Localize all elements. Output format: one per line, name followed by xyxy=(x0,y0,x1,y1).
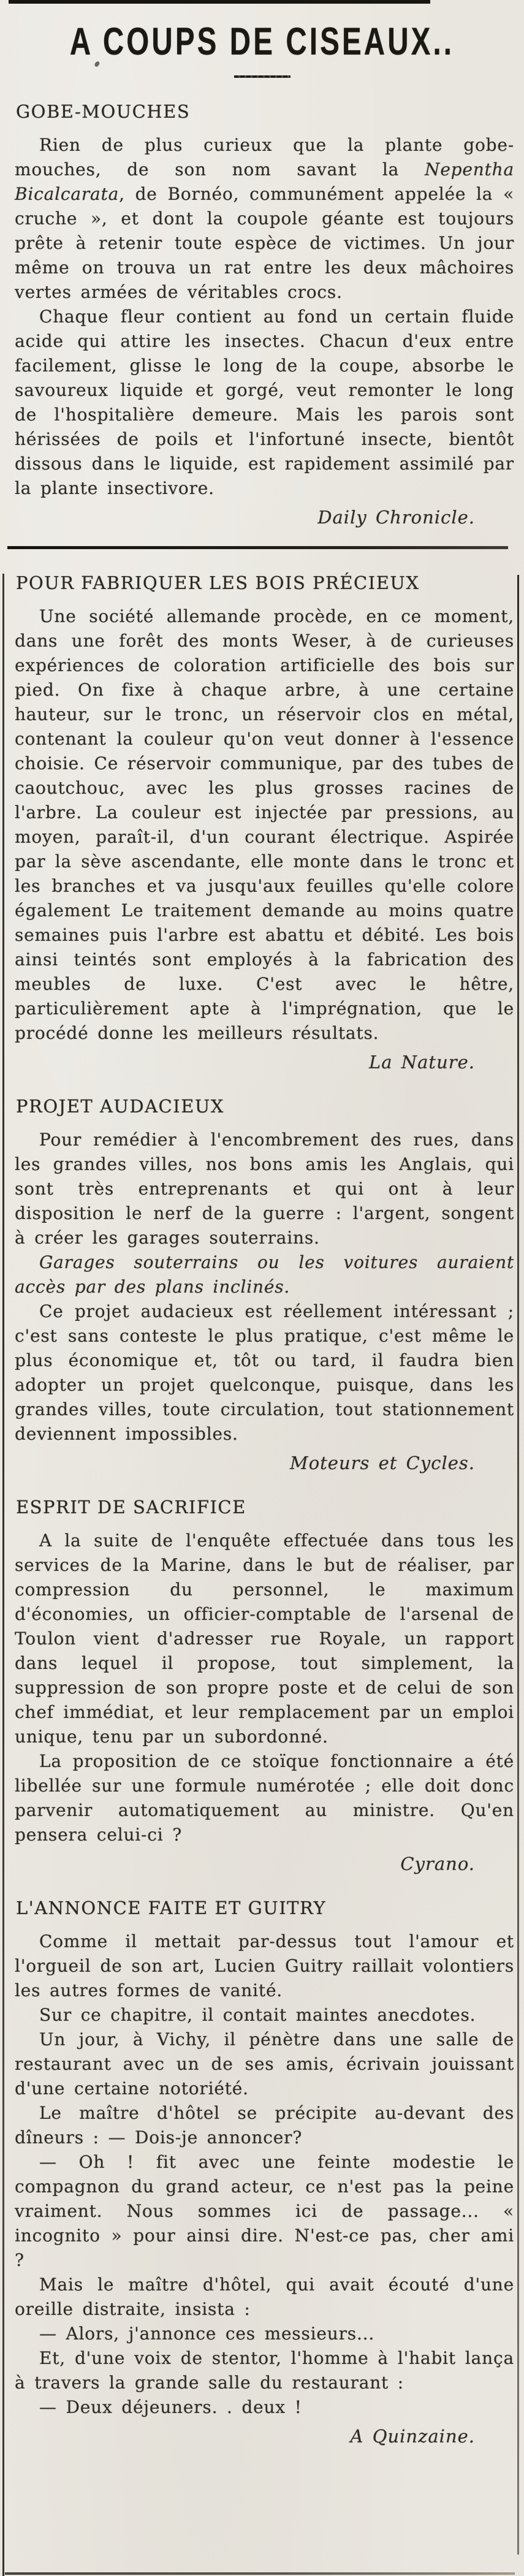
section-divider-rule xyxy=(7,546,508,549)
paragraph xyxy=(15,604,514,1046)
paragraph xyxy=(15,2150,514,2273)
article-heading: POUR FABRIQUER LES BOIS PRÉCIEUX xyxy=(16,572,420,593)
article-attribution: Moteurs et Cycles. xyxy=(290,1453,475,1473)
right-column-rule xyxy=(517,575,519,2555)
body-text: Rien de plus curieux que la plante gobe-mouches, de son nom savant la xyxy=(15,135,514,180)
paragraph xyxy=(15,2101,514,2150)
paragraph xyxy=(15,1749,514,1847)
article-body xyxy=(15,1929,514,2420)
body-text: Mais le maître d'hôtel, qui avait écouté d'une oreille distraite, insista : xyxy=(15,2274,514,2319)
title-divider xyxy=(234,75,290,78)
article-annonce-guitry xyxy=(15,1898,514,2447)
body-text: Pour remédier à l'encombrement des rues, dans les grandes villes, nos bons amis les Anglais, qui sont très entreprenants et qui ont à leur disposition le nerf de la guerre : l'argent, songent à créer les garages souterrains. xyxy=(15,1130,514,1248)
page-title: A COUPS DE CISEAUX.. xyxy=(69,20,455,64)
body-text: — Alors, j'annonce ces messieurs... xyxy=(39,2323,375,2344)
body-text: Ce projet audacieux est réellement intéressant ; c'est sans conteste le plus pratique, c'est même le plus économique et, tôt ou tard, il faudra bien adopter un projet quelconque, puisque, dans les grandes villes, toute circulation, tout stationnement deviennent impossibles. xyxy=(15,1301,514,1444)
article-esprit-de-sacrifice xyxy=(15,1497,514,1874)
article-body xyxy=(15,604,514,1046)
top-border-rule xyxy=(9,0,430,4)
body-text: Chaque fleur contient au fond un certain fluide acide qui attire les insectes. Chacun d'eux entre facilement, glisse le long de la coupe, absorbe le savoureux liquide et gorgé, veut remonter le long de l'hospitalière demeure. Mais les parois sont hérissées de poils et l'infortuné insecte, bientôt dissous dans le liquide, est rapidement assimilé par la plante insectivore. xyxy=(15,306,514,498)
bottom-border-rule xyxy=(5,2572,515,2575)
article-gobe-mouches xyxy=(15,101,514,528)
italic-text: Nepentha Bicalcarata xyxy=(15,159,514,204)
paragraph xyxy=(15,305,514,501)
article-body xyxy=(15,1529,514,1847)
body-text: Et, d'une voix de stentor, l'homme à l'habit lança à travers la grande salle du restaurant : xyxy=(15,2348,514,2393)
body-text: Comme il mettait par-dessus tout l'amour et l'orgueil de son art, Lucien Guitry raillait volontiers les autres formes de vanité. xyxy=(15,1931,514,2000)
paragraph xyxy=(15,2273,514,2322)
paragraph xyxy=(15,2027,514,2101)
article-body xyxy=(15,133,514,501)
paragraph xyxy=(15,2395,514,2420)
paragraph xyxy=(15,1529,514,1749)
paragraph xyxy=(15,2322,514,2346)
article-body xyxy=(15,1128,514,1446)
body-text: Un jour, à Vichy, il pénètre dans une salle de restaurant avec un de ses amis, écrivain jouissant d'une certaine notoriété. xyxy=(15,2029,514,2099)
masthead xyxy=(0,0,524,78)
article-projet-audacieux xyxy=(15,1096,514,1473)
body-text: — Oh ! fit avec une feinte modestie le compagnon du grand acteur, ce n'est pas la peine vraiment. Nous sommes ici de passage... « incognito » pour ainsi dire. N'est-ce pas, cher ami ? xyxy=(15,2152,514,2270)
column-content xyxy=(15,101,514,2447)
article-attribution: A Quinzaine. xyxy=(350,2426,475,2447)
article-attribution: La Nature. xyxy=(368,1052,475,1073)
paragraph xyxy=(15,1128,514,1250)
article-attribution: Daily Chronicle. xyxy=(317,507,475,528)
body-text: Une société allemande procède, en ce moment, dans une forêt des monts Weser, à de curieuses expériences de coloration artificielle des bois sur pied. On fixe à chaque arbre, à une certaine hauteur, sur le tronc, un réservoir clos en métal, contenant la couleur qu'on veut donner à l'essence choisie. Ce réservoir communique, par des tubes de caoutchouc, avec les plus grosses racines de l'arbre. La couleur est injectée par pressions, au moyen, paraît-il, d'un courant électrique. Aspirée par la sève ascendante, elle monte dans le tronc et les branches et va jusqu'aux feuilles qu'elle colore également Le traitement demande au moins quatre semaines puis l'arbre est abattu et débité. Les bois ainsi teintés sont employés à la fabrication des meubles de luxe. C'est avec le hêtre, particulièrement apte à l'imprégnation, que le procédé donne les meilleurs résultats. xyxy=(15,606,514,1043)
body-text: — Deux déjeuners. . deux ! xyxy=(39,2397,302,2417)
paragraph xyxy=(15,1250,514,1299)
paragraph xyxy=(15,2346,514,2395)
paragraph xyxy=(15,2003,514,2027)
article-attribution: Cyrano. xyxy=(400,1853,475,1874)
article-heading: ESPRIT DE SACRIFICE xyxy=(16,1497,246,1518)
article-heading: L'ANNONCE FAITE ET GUITRY xyxy=(16,1898,327,1918)
body-text: A la suite de l'enquête effectuée dans tous les services de la Marine, dans le but de réaliser, par compression du personnel, le maximum d'économies, un officier-comptable de l'arsenal de Toulon vient d'adresser rue Royale, un rapport dans lequel il propose, tout simplement, la suppression de son propre poste et de celui de son chef immédiat, et leur remplacement par un emploi unique, tenu par un subordonné. xyxy=(15,1530,514,1747)
paragraph xyxy=(15,1299,514,1446)
paragraph xyxy=(15,133,514,305)
body-text: La proposition de ce stoïque fonctionnaire a été libellée sur une formule numérotée ; elle doit donc parvenir automatiquement au ministre. Qu'en pensera celui-ci ? xyxy=(15,1751,514,1845)
paragraph xyxy=(15,1929,514,2003)
article-bois-precieux xyxy=(15,572,514,1073)
body-text: , de Bornéo, communément appelée la « cruche », et dont la coupole géante est toujours prête à retenir toute espèce de victimes. Un jour même on trouva un rat entre les deux mâchoires vertes armées de véritables crocs. xyxy=(15,184,514,302)
body-text: Le maître d'hôtel se précipite au-devant des dîneurs : — Dois-je annoncer? xyxy=(15,2103,514,2148)
body-text: Sur ce chapitre, il contait maintes anecdotes. xyxy=(39,2005,476,2025)
article-heading: GOBE-MOUCHES xyxy=(16,101,191,122)
article-heading: PROJET AUDACIEUX xyxy=(16,1096,224,1117)
italic-text: Garages souterrains ou les voitures auraient accès par des plans inclinés. xyxy=(15,1252,514,1297)
left-column-rule xyxy=(2,574,4,2576)
